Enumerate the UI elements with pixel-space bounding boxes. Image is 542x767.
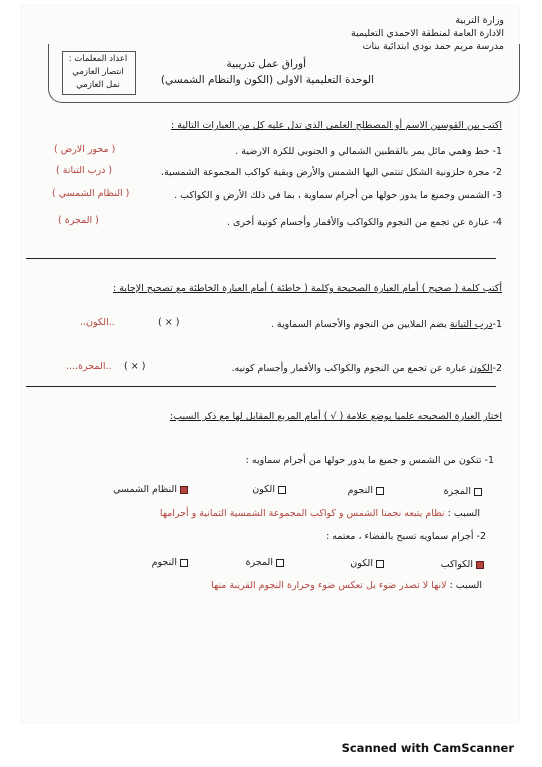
q3-option-2-4-label: النجوم xyxy=(151,557,177,568)
q3-instruction: اختار العبارة الصحيحه علميا بوضع علامة ( √ ) أمام المربع المقابل لها مع ذكر السبب: xyxy=(169,411,502,422)
q3-option-2-2 xyxy=(350,558,384,569)
q3-option-1-3-label: الكون xyxy=(252,484,275,495)
q2-item-2-rest: عباره عن تجمع من النجوم والكواكب والأقمار وأجسام كونيه. xyxy=(231,363,470,374)
q3-reason-1 xyxy=(160,508,480,519)
q1-answer-2: ( درب التبانة ) xyxy=(56,165,113,176)
q2-item-1-key: درب التبانة xyxy=(449,319,493,330)
q3-question-2: 2- أجرام سماويه تسبح بالفضاء ، معتمه : xyxy=(326,531,486,542)
unit-title: الوحدة التعليمية الاولى (الكون والنظام الشمسي) xyxy=(160,74,374,86)
q3-option-1-1-label: المجرة xyxy=(443,486,471,497)
q3-option-1-1 xyxy=(444,486,482,497)
q2-mark-2-text: ( × ) xyxy=(124,361,146,372)
doc-title: أوراق عمل تدريبية xyxy=(226,58,306,70)
q2-correction-2: ..المجرة.... xyxy=(66,361,112,372)
q1-answer-3: ( النظام الشمسي ) xyxy=(52,188,130,199)
q2-item-1 xyxy=(271,319,502,330)
checkbox-unchecked[interactable] xyxy=(180,559,188,567)
q1-item-2: 2- مجرة حلزونية الشكل تنتمي اليها الشمس والأرض وبقية كواكب المجموعة الشمسية. xyxy=(160,167,502,178)
q3-question-1: 1- تتكون من الشمس و جميع ما يدور حولها من أجرام سماويه : xyxy=(245,455,494,466)
q2-item-2 xyxy=(231,363,502,374)
checkbox-unchecked[interactable] xyxy=(376,487,384,495)
q3-option-2-1 xyxy=(441,559,484,570)
section-divider-2 xyxy=(26,386,496,387)
q3-reason-2-text: لانها لا تصدر ضوء بل تعكس ضوء وحرارة النجوم القريبة منها xyxy=(211,580,447,591)
q3-option-2-1-label: الكواكب xyxy=(440,559,473,570)
checkbox-unchecked[interactable] xyxy=(474,488,482,496)
prepared-by-label: اعداد المعلمات : xyxy=(68,54,128,64)
q2-mark-2 xyxy=(124,361,145,372)
q3-option-1-3 xyxy=(252,484,286,495)
school-name: مدرسة مريم حمد بودي ابتدائية بنات xyxy=(362,41,504,52)
q1-item-1: 1- خط وهمي مائل يمر بالقطبين الشمالي و الجنوبي للكرة الارضية . xyxy=(235,146,502,157)
q3-option-1-4-label: النظام الشمسي xyxy=(113,484,177,495)
q2-instruction: أكتب كلمة ( صحيح ) أمام العبارة الصحيحة وكلمة ( خاطئة ) أمام العبارة الخاطئة مع تصحيح الإجابة : xyxy=(112,283,502,294)
checkbox-unchecked[interactable] xyxy=(376,560,384,568)
checkbox-unchecked[interactable] xyxy=(276,559,284,567)
q3-reason-1-text: نظام يتبعه نجمنا الشمس و كواكب المجموعة الشمسية الثمانية و أجرامها xyxy=(159,508,445,519)
q3-option-2-2-label: الكون xyxy=(350,558,373,569)
q3-option-2-3-label: المجرة xyxy=(245,557,273,568)
q2-item-1-number: 1- xyxy=(492,319,502,330)
q3-option-1-4 xyxy=(113,484,188,495)
teacher-name-1: انتصار العازمي xyxy=(72,67,124,77)
q2-mark-1 xyxy=(158,317,179,328)
q3-reason-1-label: السبب : xyxy=(447,508,480,519)
section-divider-1 xyxy=(26,258,496,259)
q3-option-2-4 xyxy=(152,557,188,568)
q1-answer-4: ( المجرة ) xyxy=(58,215,99,226)
ministry-name: وزارة التربية xyxy=(455,15,504,26)
checkbox-checked[interactable] xyxy=(180,486,188,494)
checkbox-checked[interactable] xyxy=(476,561,484,569)
q2-item-1-rest: يضم الملايين من النجوم والأجسام السماوية . xyxy=(270,319,450,330)
q3-option-2-3 xyxy=(246,557,284,568)
q3-option-1-2-label: النجوم xyxy=(347,485,373,496)
q1-item-3: 3- الشمس وجميع ما يدور حولها من أجرام سماوية ، بما في ذلك الأرض و الكواكب . xyxy=(174,190,502,201)
q2-item-2-key: الكون xyxy=(469,363,493,374)
q1-item-4: 4- عبارة عن تجمع من النجوم والكواكب والأقمار وأجسام كونية أخرى . xyxy=(226,217,502,228)
q2-correction-1: ..الكون.. xyxy=(80,317,115,328)
scanner-watermark: Scanned with CamScanner xyxy=(341,741,514,755)
q1-instruction: اكتب بين القوسين الاسم أو المصطلح العلمي الذي تدل عليه كل من العبارات التالية : xyxy=(171,120,502,131)
q3-reason-2-label: السبب : xyxy=(449,580,482,591)
q3-option-1-2 xyxy=(348,485,384,496)
q2-item-2-number: 2- xyxy=(492,363,502,374)
q1-answer-1: ( محور الارض ) xyxy=(54,144,116,155)
teacher-name-2: نمل العازمي xyxy=(76,80,120,90)
q2-mark-1-text: ( × ) xyxy=(158,317,180,328)
directorate-name: الادارة العامة لمنطقة الاحمدي التعليمية xyxy=(350,28,504,39)
checkbox-unchecked[interactable] xyxy=(278,486,286,494)
q3-reason-2 xyxy=(211,580,482,591)
